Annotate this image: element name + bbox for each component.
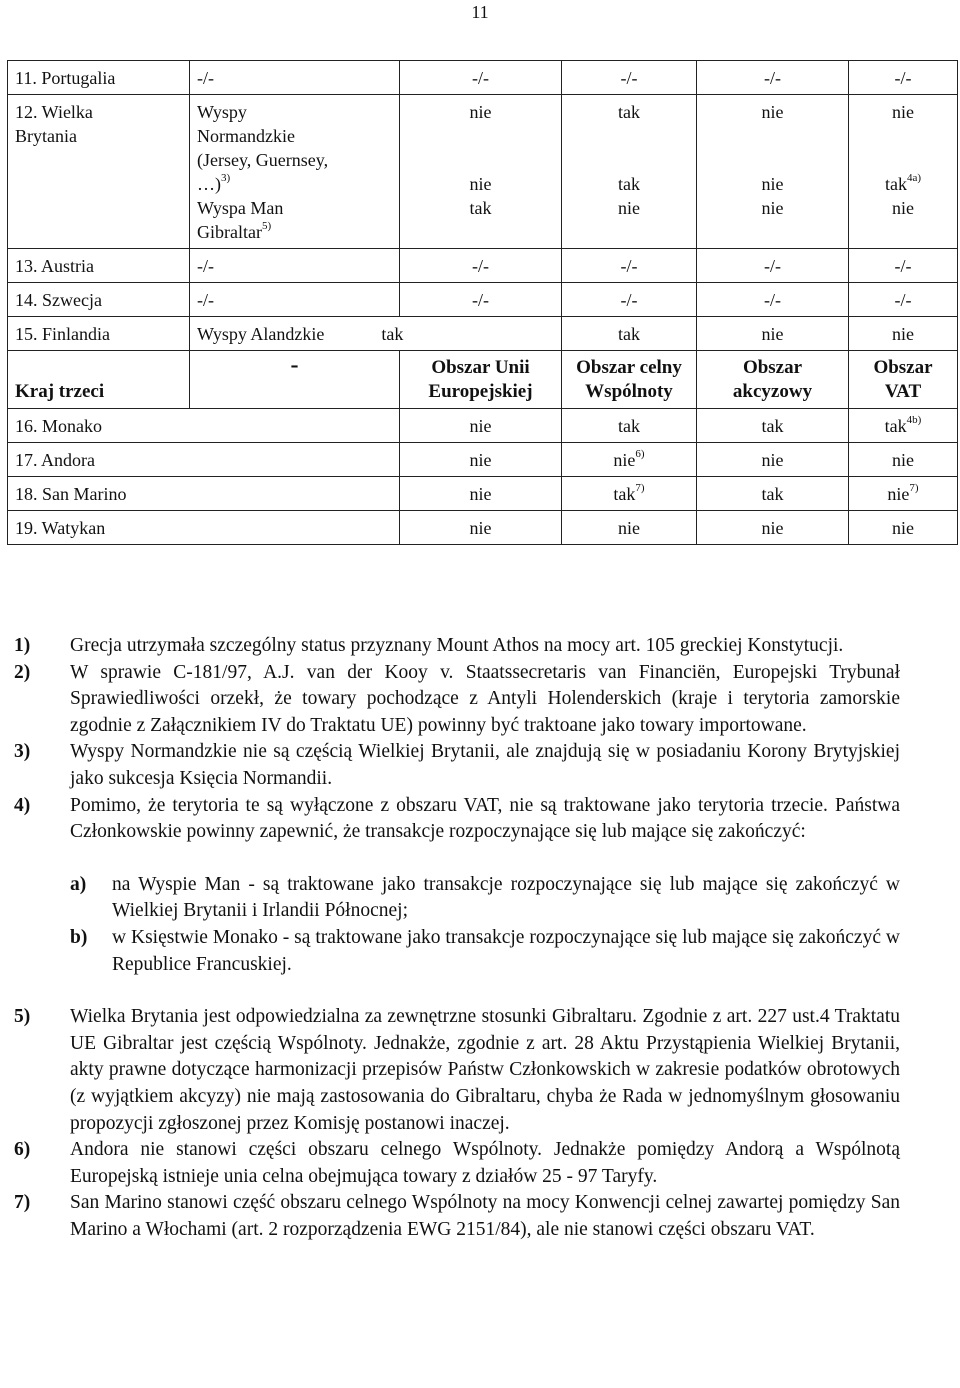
eu-cell: -/- bbox=[400, 61, 562, 95]
country-cell: 17. Andora bbox=[8, 443, 400, 477]
footnote-number: 2) bbox=[14, 661, 31, 683]
excise-cell bbox=[697, 443, 849, 477]
footnote-text: Andora nie stanowi części obszaru celnego Wspólnoty. Jednakże pomiędzy Andorą a Wspólnotą Europejską istnieje unia celna obejmująca towary z działów 25 - 97 Taryfy. bbox=[70, 1139, 900, 1187]
eu-cell bbox=[400, 95, 562, 249]
header-line: Wspólnoty bbox=[585, 381, 673, 402]
header-kraj-trzeci: Kraj trzeci bbox=[8, 351, 190, 409]
vat-cell bbox=[849, 477, 958, 511]
excise-cell: -/- bbox=[697, 61, 849, 95]
vat-cell: -/- bbox=[849, 283, 958, 317]
customs-cell bbox=[562, 477, 697, 511]
value: nie bbox=[618, 518, 640, 538]
territory-cell bbox=[190, 317, 562, 351]
eu-value: tak bbox=[381, 324, 404, 344]
country-line: 12. Wielka bbox=[15, 102, 93, 122]
footnote-1 bbox=[14, 633, 900, 660]
header-line: Obszar celny bbox=[576, 357, 682, 378]
footnote-text: Wyspy Normandzkie nie są częścią Wielkiej Brytanii, ale znajdują się w posiadaniu Korony Brytyjskiej jako sukcesja Księcia Normandii. bbox=[70, 741, 900, 789]
footnote-7 bbox=[14, 1190, 900, 1243]
value-line bbox=[856, 172, 950, 196]
table-row bbox=[8, 511, 958, 545]
vat-cell bbox=[849, 409, 958, 443]
footnote-number: b) bbox=[70, 926, 88, 948]
value: tak bbox=[884, 174, 907, 194]
customs-cell: -/- bbox=[562, 249, 697, 283]
footnote-number: 6) bbox=[14, 1139, 31, 1161]
value: tak bbox=[469, 198, 492, 218]
footnote-number: 3) bbox=[14, 741, 31, 763]
footnote-ref: 7) bbox=[635, 482, 645, 494]
country-cell: 15. Finlandia bbox=[8, 317, 190, 351]
footnote-number: 7) bbox=[14, 1192, 31, 1214]
country-cell: 13. Austria bbox=[8, 249, 190, 283]
value: nie bbox=[761, 102, 784, 122]
value: nie bbox=[892, 518, 914, 538]
table-row bbox=[8, 317, 958, 351]
value: nie bbox=[892, 198, 914, 218]
header-line: VAT bbox=[884, 381, 922, 402]
value: nie bbox=[469, 416, 492, 436]
table-row bbox=[8, 95, 958, 249]
value: nie bbox=[469, 450, 492, 470]
footnote-text: Wielka Brytania jest odpowiedzialna za zewnętrzne stosunki Gibraltaru. Zgodnie z art. 227 ust.4 Traktatu UE Gibraltar jest częścią Wspólnoty. Jednakże, zgodnie z art. 28 Aktu Przystąpienia Wielkiej Brytanii, akty prawne dotyczące harmonizacji przepisów Państw Członkowskich w zakresie podatków obrotowych (z wyjątkiem akcyzy) nie mają zastosowania do Gibraltaru, chyba że Rada w jednomyślnym głosowaniu propozycji zgłoszonej przez Komisję postanowi inaczej. bbox=[70, 1006, 900, 1134]
table-row bbox=[8, 61, 958, 95]
territory-text: Gibraltar bbox=[197, 222, 262, 242]
footnote-text: W sprawie C-181/97, A.J. van der Kooy v. Staatssecretaris van Financiën, Europejski Trybunał Sprawiedliwości orzekł, że towary pochodzące z Antyli Holenderskich (kraje i terytoria zamorskie zgodnie z Załącznikiem IV do Traktatu UE) powinny być traktoane jako towary importowane. bbox=[70, 661, 900, 736]
footnote-4a bbox=[70, 872, 900, 925]
territory-line: Normandzkie bbox=[197, 126, 295, 146]
footnote-ref: 6) bbox=[635, 448, 645, 460]
footnote-3 bbox=[14, 739, 900, 792]
customs-cell: tak bbox=[562, 317, 697, 351]
table-row bbox=[8, 249, 958, 283]
value: nie bbox=[469, 518, 492, 538]
footnote-number: a) bbox=[70, 873, 87, 895]
excise-cell: -/- bbox=[697, 283, 849, 317]
territories-table bbox=[7, 60, 958, 545]
territory-text: …) bbox=[197, 174, 221, 194]
value: nie bbox=[469, 484, 492, 504]
country-cell: 16. Monako bbox=[8, 409, 400, 443]
footnote-number: 1) bbox=[14, 635, 31, 656]
value: nie bbox=[892, 102, 914, 122]
page-number: 11 bbox=[471, 2, 489, 22]
footnote-ref: 4b) bbox=[906, 414, 922, 426]
customs-cell bbox=[562, 443, 697, 477]
value: tak bbox=[618, 416, 640, 436]
value: tak bbox=[618, 174, 640, 194]
eu-cell: -/- bbox=[400, 283, 562, 317]
value: nie bbox=[469, 174, 492, 194]
eu-cell: -/- bbox=[400, 249, 562, 283]
country-cell: 19. Watykan bbox=[8, 511, 400, 545]
footnote-text: Pomimo, że terytoria te są wyłączone z obszaru VAT, nie są traktowane jako terytoria trzecie. Państwa Członkowskie powinny zapewnić, że transakcje rozpoczynające się lub mające się zakończyć: bbox=[70, 794, 900, 843]
footnotes bbox=[14, 633, 900, 1243]
footnote-4b bbox=[70, 925, 900, 978]
value: nie bbox=[613, 450, 636, 470]
territory-cell: -/- bbox=[190, 61, 400, 95]
footnote-6 bbox=[14, 1137, 900, 1190]
excise-cell bbox=[697, 409, 849, 443]
country-line: Brytania bbox=[15, 126, 77, 146]
eu-cell bbox=[400, 409, 562, 443]
customs-cell: -/- bbox=[562, 61, 697, 95]
customs-cell bbox=[562, 511, 697, 545]
territory-cell: -/- bbox=[190, 249, 400, 283]
value: nie bbox=[761, 450, 784, 470]
country-cell: 14. Szwecja bbox=[8, 283, 190, 317]
excise-cell: nie bbox=[697, 317, 849, 351]
eu-cell bbox=[400, 511, 562, 545]
vat-cell bbox=[849, 443, 958, 477]
vat-cell bbox=[849, 95, 958, 249]
vat-cell: nie bbox=[849, 317, 958, 351]
footnote-2 bbox=[14, 660, 900, 740]
value: tak bbox=[618, 102, 640, 122]
header-dash: - bbox=[190, 351, 400, 409]
excise-cell bbox=[697, 477, 849, 511]
header-line: Obszar Unii bbox=[431, 357, 530, 378]
territory-cell: -/- bbox=[190, 283, 400, 317]
footnote-4 bbox=[14, 793, 900, 846]
footnote-ref: 4a) bbox=[906, 172, 922, 184]
customs-cell bbox=[562, 95, 697, 249]
value: nie bbox=[761, 198, 784, 218]
value: nie bbox=[618, 198, 640, 218]
footnote-ref: 3) bbox=[221, 172, 231, 184]
vat-cell: -/- bbox=[849, 249, 958, 283]
value: nie bbox=[761, 174, 784, 194]
value: tak bbox=[613, 484, 636, 504]
footnote-4-sublist bbox=[14, 872, 900, 978]
territory-cell bbox=[190, 95, 400, 249]
territory-line: Wyspy bbox=[197, 102, 247, 122]
header-customs bbox=[562, 351, 697, 409]
footnote-number: 5) bbox=[14, 1006, 31, 1028]
value: nie bbox=[892, 450, 914, 470]
header-line: akcyzowy bbox=[732, 381, 813, 402]
footnote-text: San Marino stanowi część obszaru celnego Wspólnoty na mocy Konwencji celnej zawartej pomiędzy San Marino a Włochami (art. 2 rozporządzenia EWG 2151/84), ale nie stanowi części obszaru VAT. bbox=[70, 1192, 900, 1240]
table-row bbox=[8, 443, 958, 477]
footnote-text: na Wyspie Man - są traktowane jako transakcje rozpoczynające się lub mające się zakończyć w Wielkiej Brytanii i Irlandii Północnej; bbox=[112, 873, 900, 922]
header-vat bbox=[849, 351, 958, 409]
footnote-5 bbox=[14, 1004, 900, 1137]
customs-cell: -/- bbox=[562, 283, 697, 317]
header-line: Obszar bbox=[742, 357, 803, 378]
table-row bbox=[8, 477, 958, 511]
footnote-text: Grecja utrzymała szczególny status przyznany Mount Athos na mocy art. 105 greckiej Konstytucji. bbox=[70, 635, 844, 656]
value: tak bbox=[884, 416, 907, 436]
excise-cell: -/- bbox=[697, 249, 849, 283]
vat-cell bbox=[849, 511, 958, 545]
table-row bbox=[8, 283, 958, 317]
footnote-ref: 7) bbox=[909, 482, 919, 494]
territory-line: (Jersey, Guernsey, bbox=[197, 150, 329, 170]
country-cell: 18. San Marino bbox=[8, 477, 400, 511]
customs-cell bbox=[562, 409, 697, 443]
country-cell: 11. Portugalia bbox=[8, 61, 190, 95]
eu-cell bbox=[400, 443, 562, 477]
footnote-ref: 5) bbox=[261, 220, 272, 232]
header-eu bbox=[400, 351, 562, 409]
value: nie bbox=[761, 518, 784, 538]
header-line: Europejskiej bbox=[428, 381, 533, 402]
footnote-text: w Księstwie Monako - są traktowane jako transakcje rozpoczynające się lub mające się zakończyć w Republice Francuskiej. bbox=[112, 926, 900, 975]
territory-text: Wyspy Alandzkie bbox=[197, 324, 325, 344]
header-excise bbox=[697, 351, 849, 409]
vat-cell: -/- bbox=[849, 61, 958, 95]
territory-line bbox=[197, 172, 392, 196]
value: nie bbox=[887, 484, 910, 504]
table-row bbox=[8, 409, 958, 443]
territory-line bbox=[197, 220, 392, 244]
country-cell bbox=[8, 95, 190, 249]
value: nie bbox=[469, 102, 492, 122]
header-line: Obszar bbox=[873, 357, 933, 378]
value: tak bbox=[761, 484, 784, 504]
excise-cell bbox=[697, 95, 849, 249]
territory-line: Wyspa Man bbox=[197, 198, 284, 218]
eu-cell bbox=[400, 477, 562, 511]
value: tak bbox=[761, 416, 784, 436]
footnote-number: 4) bbox=[14, 794, 31, 816]
excise-cell bbox=[697, 511, 849, 545]
table-header-row bbox=[8, 351, 958, 409]
